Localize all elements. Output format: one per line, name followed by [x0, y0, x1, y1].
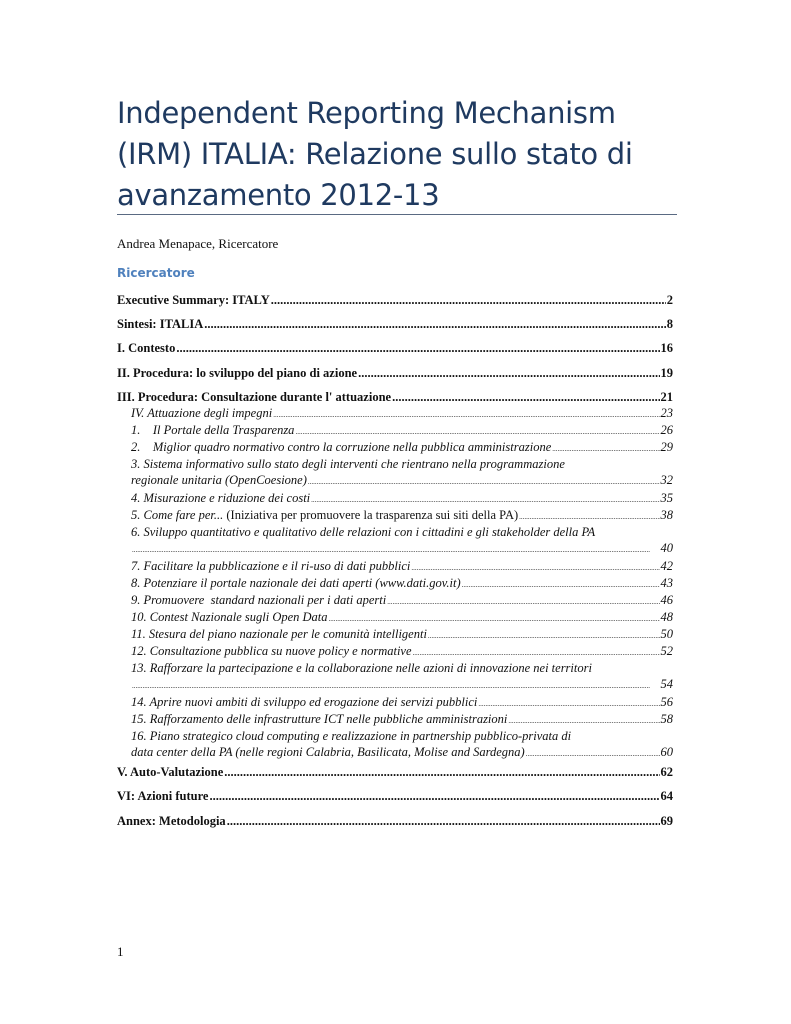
toc-page: 42	[660, 559, 673, 573]
toc-leader	[224, 765, 659, 780]
toc-label: V. Auto-Valutazione	[117, 765, 224, 779]
toc-entry-item-6[interactable]	[117, 525, 673, 556]
toc-label: 1. Il Portale della Trasparenza	[131, 423, 295, 437]
toc-leader	[329, 615, 660, 623]
toc-leader	[227, 814, 660, 829]
toc-label: Sintesi: ITALIA	[117, 317, 204, 331]
toc-leader	[552, 445, 659, 453]
toc-entry-item-14[interactable]	[117, 695, 673, 710]
toc-leader	[271, 293, 666, 308]
toc-label: 4. Misurazione e riduzione dei costi	[131, 491, 311, 505]
toc-leader	[358, 366, 659, 381]
toc-page: 29	[660, 440, 673, 454]
toc-label: VI: Azioni future	[117, 789, 209, 803]
toc-leader	[411, 564, 659, 572]
toc-label-line2: regionale unitaria (OpenCoesione)	[131, 473, 307, 487]
toc-label-line1: 6. Sviluppo quantitativo e qualitativo delle relazioni con i cittadini e gli stakeholder della PA	[131, 525, 596, 539]
toc-page: 38	[660, 508, 673, 522]
toc-label-italic: 5. Come fare per...	[131, 508, 224, 522]
toc-page: 46	[660, 593, 673, 607]
toc-entry-item-2[interactable]	[117, 440, 673, 455]
toc-label: 10. Contest Nazionale sugli Open Data	[131, 610, 328, 624]
toc-page: 35	[660, 491, 673, 505]
toc-entry-item-15[interactable]	[117, 712, 673, 727]
toc-label: 11. Stesura del piano nazionale per le comunità intelligenti	[131, 627, 427, 641]
toc-entry-item-9[interactable]	[117, 593, 673, 608]
toc-entry-attuazione[interactable]	[117, 406, 673, 421]
toc-entry-item-5[interactable]	[117, 508, 673, 523]
toc-page: 52	[660, 644, 673, 658]
toc-entry-procedura-sviluppo[interactable]	[117, 366, 673, 381]
toc-leader	[295, 428, 659, 436]
toc-label: 8. Potenziare il portale nazionale dei dati aperti (www.dati.gov.it)	[131, 576, 461, 590]
toc-page: 40	[660, 541, 673, 555]
toc-page: 16	[660, 341, 673, 355]
toc-label-line1: 13. Rafforzare la partecipazione e la collaborazione nelle azioni di innovazione nei territori	[131, 661, 592, 675]
toc-label-line2: data center della PA (nelle regioni Calabria, Basilicata, Molise and Sardegna)	[131, 745, 525, 759]
toc-entry-item-1[interactable]	[117, 423, 673, 438]
author-line: Andrea Menapace, Ricercatore	[117, 236, 279, 251]
toc-entry-item-4[interactable]	[117, 491, 673, 506]
toc-label: IV. Attuazione degli impegni	[131, 406, 273, 420]
toc-page: 2	[666, 293, 673, 307]
toc-leader	[413, 649, 660, 657]
toc-leader	[428, 632, 660, 640]
toc-entry-contesto[interactable]	[117, 341, 673, 356]
toc-label: 15. Rafforzamento delle infrastrutture ICT nelle pubbliche amministrazioni	[131, 712, 508, 726]
toc-label: 12. Consultazione pubblica su nuove policy e normative	[131, 644, 412, 658]
toc-page: 43	[660, 576, 673, 590]
toc-leader	[204, 317, 666, 332]
toc-page: 60	[660, 745, 673, 759]
toc-page: 23	[660, 406, 673, 420]
toc-page: 64	[660, 789, 673, 803]
toc-entry-azioni-future[interactable]	[117, 789, 673, 804]
toc-label: Annex: Metodologia	[117, 814, 226, 828]
toc-label-line1: 3. Sistema informativo sullo stato degli interventi che rientrano nella programmazione	[131, 457, 565, 471]
toc-label-line1: 16. Piano strategico cloud computing e realizzazione in partnership pubblico-privata di	[131, 729, 572, 743]
toc-label: I. Contesto	[117, 341, 176, 355]
toc-label: 2. Miglior quadro normativo contro la corruzione nella pubblica amministrazione	[131, 440, 552, 454]
toc-entry-executive-summary[interactable]	[117, 293, 673, 308]
toc-leader	[462, 581, 660, 589]
toc-entry-item-3[interactable]	[117, 457, 673, 488]
toc-leader	[526, 750, 660, 758]
toc-page: 48	[660, 610, 673, 624]
toc-leader	[311, 496, 659, 504]
toc-page: 62	[660, 765, 673, 779]
toc-leader	[132, 546, 660, 554]
section-heading: Ricercatore	[117, 266, 195, 280]
toc-leader	[508, 717, 659, 725]
toc-page: 50	[660, 627, 673, 641]
toc-label: III. Procedura: Consultazione durante l' attuazione	[117, 390, 392, 404]
toc-entry-procedura-consultazione[interactable]	[117, 390, 673, 405]
toc-leader	[209, 789, 659, 804]
toc-entry-sintesi[interactable]	[117, 317, 673, 332]
toc-entry-item-10[interactable]	[117, 610, 673, 625]
toc-page: 58	[660, 712, 673, 726]
toc-entry-item-11[interactable]	[117, 627, 673, 642]
toc-page: 69	[660, 814, 673, 828]
toc-leader	[387, 598, 659, 606]
toc-leader	[478, 700, 659, 708]
toc-page: 54	[660, 677, 673, 691]
toc-leader	[176, 341, 659, 356]
toc-leader	[308, 478, 660, 486]
toc-entry-autovalutazione[interactable]	[117, 765, 673, 780]
toc-entry-item-12[interactable]	[117, 644, 673, 659]
toc-entry-item-16[interactable]	[117, 729, 673, 760]
toc-page: 19	[660, 366, 673, 380]
toc-label: II. Procedura: lo sviluppo del piano di azione	[117, 366, 358, 380]
toc-entry-item-7[interactable]	[117, 559, 673, 574]
page-number: 1	[117, 944, 124, 959]
toc-entry-item-13[interactable]	[117, 661, 673, 692]
document-title: Independent Reporting Mechanism (IRM) ITALIA: Relazione sullo stato di avanzamento 2012-13	[117, 96, 633, 212]
toc-page: 26	[660, 423, 673, 437]
toc-label: 9. Promuovere standard nazionali per i dati aperti	[131, 593, 387, 607]
toc-leader	[132, 682, 660, 690]
toc-entry-metodologia[interactable]	[117, 814, 673, 829]
toc-label: Executive Summary: ITALY	[117, 293, 270, 307]
toc-label: 7. Facilitare la pubblicazione e il ri-uso di dati pubblici	[131, 559, 411, 573]
toc-leader	[519, 513, 659, 521]
toc-page: 32	[660, 473, 673, 487]
toc-page: 56	[660, 695, 673, 709]
toc-page: 8	[666, 317, 673, 331]
title-divider	[117, 214, 677, 215]
toc-label: 14. Aprire nuovi ambiti di sviluppo ed erogazione dei servizi pubblici	[131, 695, 478, 709]
toc-leader	[273, 411, 659, 419]
toc-label-upright: (Iniziativa per promuovere la trasparenza sui siti della PA)	[223, 508, 519, 522]
toc-leader	[392, 390, 659, 405]
toc-entry-item-8[interactable]	[117, 576, 673, 591]
toc-page: 21	[660, 390, 673, 404]
